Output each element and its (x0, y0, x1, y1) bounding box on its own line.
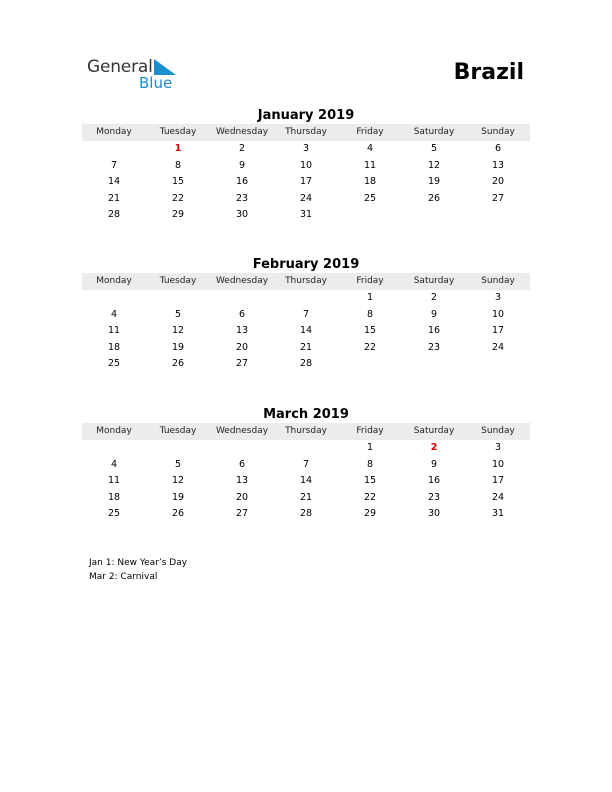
day-cell: 9 (238, 159, 246, 171)
day-cell: 21 (299, 491, 313, 503)
day-cell: 28 (299, 508, 313, 520)
weekday-label: Saturday (413, 426, 455, 436)
day-cell: 25 (363, 192, 377, 204)
day-cell: 7 (302, 458, 310, 470)
day-cell: 7 (110, 159, 118, 171)
day-cell: 14 (299, 325, 313, 337)
day-cell: 18 (107, 341, 121, 353)
week-row (82, 290, 530, 307)
generalblue-logo (87, 55, 187, 95)
month-february (82, 256, 530, 373)
day-cell: 29 (363, 508, 377, 520)
weekday-label: Monday (96, 276, 132, 286)
day-cell: 19 (427, 176, 441, 188)
day-cell: 10 (299, 159, 313, 171)
day-cell: 9 (430, 458, 438, 470)
weekday-header (82, 273, 530, 290)
day-cell: 17 (491, 475, 505, 487)
day-cell (274, 290, 338, 307)
month-weeks (82, 290, 530, 373)
day-cell: 21 (299, 341, 313, 353)
day-cell: 29 (171, 209, 185, 221)
week-row (82, 506, 530, 523)
day-cell: 27 (235, 508, 249, 520)
day-cell: 17 (299, 176, 313, 188)
day-cell: 18 (363, 176, 377, 188)
day-cell (210, 290, 274, 307)
weekday-label: Friday (356, 276, 384, 286)
logo-general-text: General (87, 57, 153, 77)
day-cell: 20 (491, 176, 505, 188)
day-cell (338, 356, 402, 373)
day-cell (338, 207, 402, 224)
weekday-label: Wednesday (215, 426, 269, 436)
week-row (82, 141, 530, 158)
day-cell: 30 (427, 508, 441, 520)
day-cell: 27 (235, 358, 249, 370)
day-cell: 12 (171, 475, 185, 487)
week-row (82, 207, 530, 224)
weekday-label: Saturday (413, 276, 455, 286)
weekday-label: Monday (96, 127, 132, 137)
week-row (82, 340, 530, 357)
weekday-label: Tuesday (159, 127, 197, 137)
day-cell: 3 (494, 442, 502, 453)
day-cell: 16 (427, 475, 441, 487)
week-row (82, 490, 530, 507)
weekday-label: Wednesday (215, 276, 269, 286)
day-cell: 17 (491, 325, 505, 337)
day-cell: 18 (107, 491, 121, 503)
month-march (82, 406, 530, 523)
day-cell: 30 (235, 209, 249, 221)
day-cell: 15 (171, 176, 185, 188)
day-cell: 24 (491, 491, 505, 503)
weekday-label: Saturday (413, 127, 455, 137)
day-cell: 9 (430, 308, 438, 320)
day-cell: 16 (235, 176, 249, 188)
day-cell: 11 (363, 159, 377, 171)
day-cell: 12 (171, 325, 185, 337)
weekday-header (82, 124, 530, 141)
week-row (82, 356, 530, 373)
weekday-label: Sunday (481, 127, 515, 137)
day-cell: 8 (174, 159, 182, 171)
week-row (82, 158, 530, 175)
day-cell: 26 (427, 192, 441, 204)
day-cell: 25 (107, 508, 121, 520)
week-row (82, 174, 530, 191)
day-cell: 24 (491, 341, 505, 353)
week-row (82, 323, 530, 340)
day-cell: 5 (174, 458, 182, 470)
weekday-header (82, 423, 530, 440)
weekday-label: Thursday (285, 127, 327, 137)
holiday-note: Mar 2: Carnival (89, 572, 158, 582)
day-cell: 21 (107, 192, 121, 204)
day-cell: 8 (366, 308, 374, 320)
day-cell: 22 (363, 341, 377, 353)
weekday-label: Thursday (285, 276, 327, 286)
week-row (82, 440, 530, 457)
country-title: Brazil (453, 60, 524, 85)
logo-triangle-icon (154, 59, 176, 75)
day-cell: 8 (366, 458, 374, 470)
day-cell: 31 (491, 508, 505, 520)
day-cell: 28 (299, 358, 313, 370)
day-cell: 23 (427, 491, 441, 503)
weekday-label: Tuesday (159, 426, 197, 436)
week-row (82, 307, 530, 324)
day-cell: 23 (427, 341, 441, 353)
day-cell (82, 141, 146, 158)
day-cell: 1 (366, 442, 374, 453)
day-cell: 7 (302, 308, 310, 320)
month-title: March 2019 (263, 407, 349, 422)
day-cell (274, 440, 338, 457)
day-cell: 14 (107, 176, 121, 188)
day-cell (466, 207, 530, 224)
month-january (82, 107, 530, 224)
day-cell: 10 (491, 308, 505, 320)
day-cell: 28 (107, 209, 121, 221)
day-cell (146, 440, 210, 457)
day-cell: 4 (110, 458, 118, 470)
day-cell: 10 (491, 458, 505, 470)
day-cell: 26 (171, 358, 185, 370)
logo-blue-text: Blue (139, 74, 173, 92)
week-row (82, 457, 530, 474)
day-cell: 1 (366, 292, 374, 303)
day-cell: 27 (491, 192, 505, 204)
week-row (82, 191, 530, 208)
weekday-label: Sunday (481, 276, 515, 286)
day-cell: 6 (238, 458, 246, 470)
day-cell (466, 356, 530, 373)
day-cell (402, 207, 466, 224)
day-cell (210, 440, 274, 457)
weekday-label: Sunday (481, 426, 515, 436)
day-cell: 19 (171, 341, 185, 353)
day-cell: 3 (494, 292, 502, 303)
day-cell: 31 (299, 209, 313, 221)
day-cell: 15 (363, 475, 377, 487)
weekday-label: Monday (96, 426, 132, 436)
day-cell: 13 (235, 325, 249, 337)
day-cell: 22 (171, 192, 185, 204)
day-cell: 1 (174, 143, 182, 154)
day-cell: 5 (430, 143, 438, 154)
day-cell: 3 (302, 143, 310, 154)
day-cell: 6 (494, 143, 502, 154)
weekday-label: Wednesday (215, 127, 269, 137)
day-cell: 11 (107, 325, 121, 337)
day-cell: 2 (238, 143, 246, 154)
day-cell: 14 (299, 475, 313, 487)
day-cell: 25 (107, 358, 121, 370)
month-title: January 2019 (257, 108, 355, 123)
day-cell: 19 (171, 491, 185, 503)
day-cell: 15 (363, 325, 377, 337)
month-title: February 2019 (252, 257, 360, 272)
holiday-note: Jan 1: New Year’s Day (89, 558, 188, 568)
day-cell: 4 (366, 143, 374, 154)
day-cell: 20 (235, 491, 249, 503)
holiday-notes (89, 556, 187, 584)
month-weeks (82, 440, 530, 523)
weekday-label: Friday (356, 426, 384, 436)
day-cell: 5 (174, 308, 182, 320)
day-cell (82, 290, 146, 307)
day-cell: 12 (427, 159, 441, 171)
day-cell: 11 (107, 475, 121, 487)
day-cell: 13 (491, 159, 505, 171)
weekday-label: Friday (356, 127, 384, 137)
week-row (82, 473, 530, 490)
day-cell (146, 290, 210, 307)
weekday-label: Thursday (285, 426, 327, 436)
weekday-label: Tuesday (159, 276, 197, 286)
day-cell: 23 (235, 192, 249, 204)
month-weeks (82, 141, 530, 224)
day-cell: 24 (299, 192, 313, 204)
day-cell: 13 (235, 475, 249, 487)
day-cell: 4 (110, 308, 118, 320)
day-cell: 2 (430, 442, 438, 453)
day-cell (402, 356, 466, 373)
day-cell: 16 (427, 325, 441, 337)
day-cell: 22 (363, 491, 377, 503)
day-cell: 26 (171, 508, 185, 520)
day-cell: 2 (430, 292, 438, 303)
day-cell (82, 440, 146, 457)
day-cell: 6 (238, 308, 246, 320)
day-cell: 20 (235, 341, 249, 353)
